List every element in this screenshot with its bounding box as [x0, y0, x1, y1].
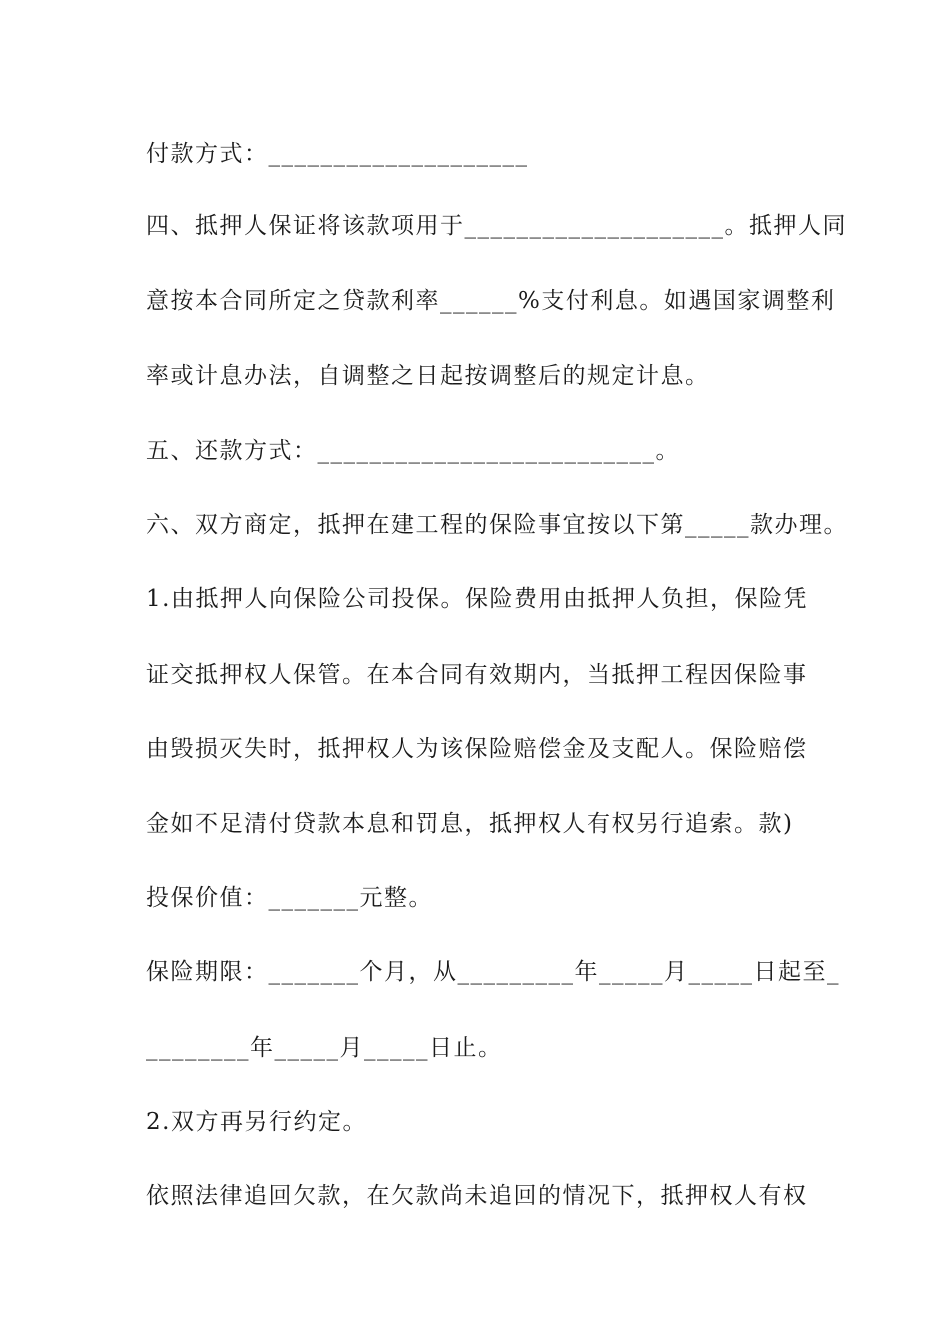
recovery-clause-line: 依照法律追回欠款，在欠款尚未追回的情况下，抵押权人有权 — [146, 1183, 808, 1209]
payment-method-line: 付款方式：____________________ — [146, 141, 529, 167]
option-1-line-3: 由毁损灭失时，抵押权人为该保险赔偿金及支配人。保险赔偿 — [146, 736, 808, 762]
clause-5-line: 五、还款方式：__________________________。 — [146, 438, 680, 464]
option-1-line-4: 金如不足清付贷款本息和罚息，抵押权人有权另行追索。款) — [146, 811, 794, 837]
option-2-line: 2.双方再另行约定。 — [146, 1109, 367, 1135]
insured-value-line: 投保价值：_______元整。 — [146, 885, 433, 911]
option-1-line-1: 1.由抵押人向保险公司投保。保险费用由抵押人负担，保险凭 — [146, 586, 808, 612]
insurance-period-line-2: ________年_____月_____日止。 — [146, 1035, 503, 1061]
clause-4-line-3: 率或计息办法，自调整之日起按调整后的规定计息。 — [146, 363, 710, 389]
option-1-line-2: 证交抵押权人保管。在本合同有效期内，当抵押工程因保险事 — [146, 662, 808, 688]
clause-6-line: 六、双方商定，抵押在建工程的保险事宜按以下第_____款办理。 — [146, 512, 848, 538]
insurance-period-line-1: 保险期限：_______个月，从_________年_____月_____日起至_ — [146, 959, 840, 985]
clause-4-line-2: 意按本合同所定之贷款利率______%支付利息。如遇国家调整利 — [146, 288, 836, 314]
clause-4-line-1: 四、抵押人保证将该款项用于____________________。抵押人同 — [146, 213, 847, 239]
